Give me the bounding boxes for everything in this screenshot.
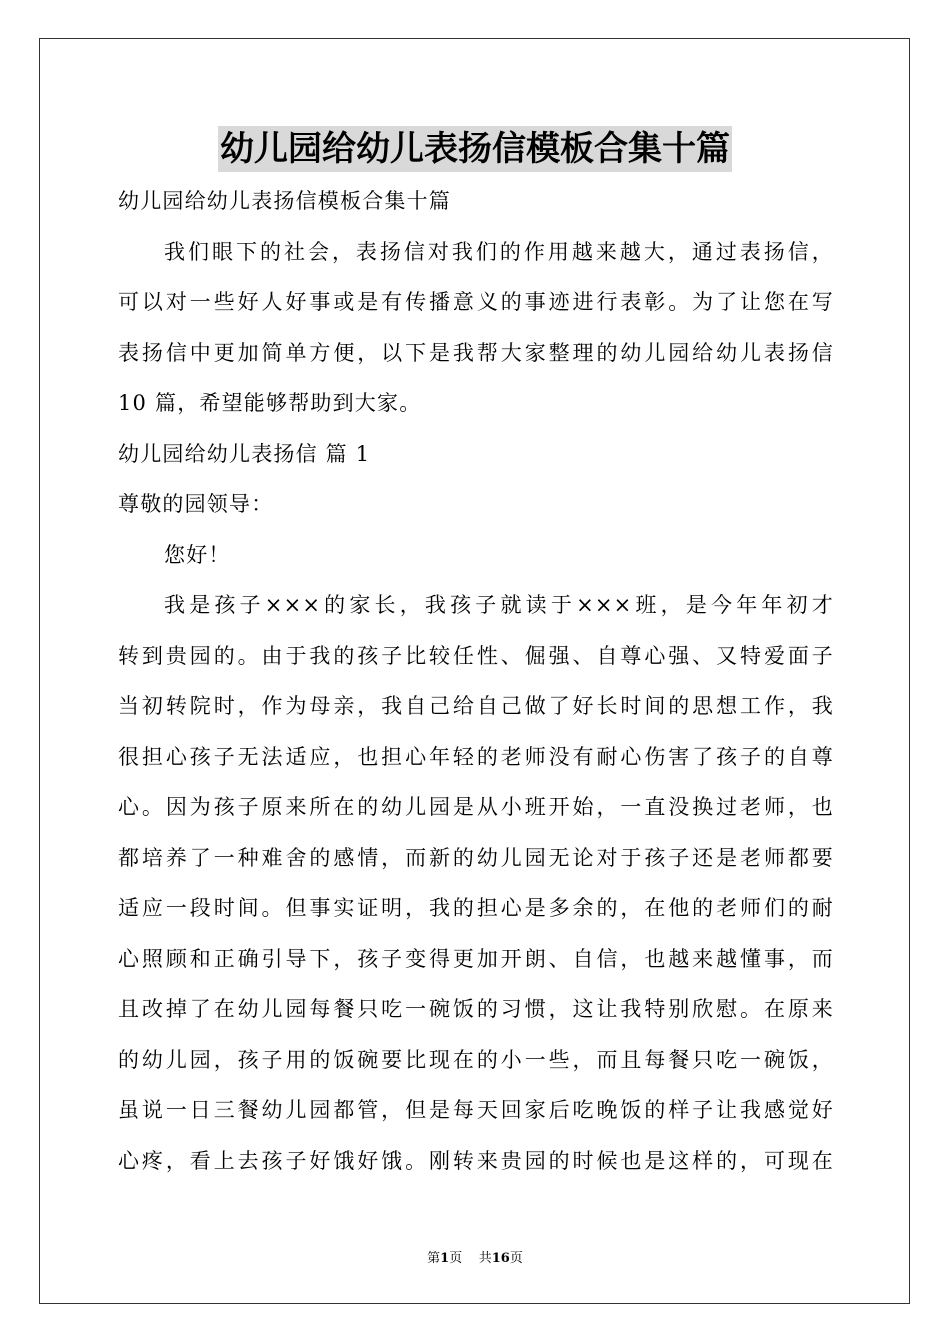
title-container <box>0 126 950 172</box>
body-line: 我们眼下的社会，表扬信对我们的作用越来越大，通过表扬信， <box>164 239 834 264</box>
body-line: 当初转院时，作为母亲，我自己给自己做了好长时间的思想工作，我 <box>118 694 834 718</box>
body-line: 可以对一些好人好事或是有传播意义的事迹进行表彰。为了让您在写 <box>118 290 834 314</box>
document-body <box>118 176 834 1186</box>
salutation-line: 尊敬的园领导： <box>118 492 274 516</box>
body-line: 虽说一日三餐幼儿园都管，但是每天回家后吃晚饭的样子让我感觉好 <box>118 1098 834 1122</box>
page-current: 1 <box>440 1251 450 1266</box>
section-heading: 幼儿园给幼儿表扬信 篇 1 <box>118 441 371 466</box>
page-footer <box>0 1247 950 1266</box>
body-line: 都培养了一种难舍的感情，而新的幼儿园无论对于孩子还是老师都要 <box>118 845 834 870</box>
document-title: 幼儿园给幼儿表扬信模板合集十篇 <box>218 126 732 172</box>
body-line: 的幼儿园，孩子用的饭碗要比现在的小一些，而且每餐只吃一碗饭， <box>118 1047 834 1072</box>
body-line: 我是孩子×××的家长，我孩子就读于×××班，是今年年初才 <box>164 593 834 617</box>
page-label-suffix: 页 <box>509 1251 523 1266</box>
page-total: 16 <box>491 1251 510 1266</box>
body-line: 心疼，看上去孩子好饿好饿。刚转来贵园的时候也是这样的，可现在 <box>118 1148 834 1173</box>
body-line: 转到贵园的。由于我的孩子比较任性、倔强、自尊心强、又特爱面子 <box>118 643 834 668</box>
body-line: 心照顾和正确引导下，孩子变得更加开朗、自信，也越来越懂事，而 <box>118 946 834 971</box>
body-line: 适应一段时间。但事实证明，我的担心是多余的，在他的老师们的耐 <box>118 896 834 920</box>
body-line: 10 篇，希望能够帮助到大家。 <box>118 391 422 415</box>
page-label-prefix: 第 <box>427 1251 441 1266</box>
body-line: 心。因为孩子原来所在的幼儿园是从小班开始，一直没换过老师，也 <box>118 795 834 819</box>
greeting-line: 您好！ <box>164 542 231 567</box>
page-label-mid: 页 共 <box>449 1251 492 1266</box>
body-line: 很担心孩子无法适应，也担心年轻的老师没有耐心伤害了孩子的自尊 <box>118 744 834 769</box>
body-line: 且改掉了在幼儿园每餐只吃一碗饭的习惯，这让我特别欣慰。在原来 <box>118 997 834 1021</box>
subtitle-line: 幼儿园给幼儿表扬信模板合集十篇 <box>118 189 451 213</box>
body-line: 表扬信中更加简单方便，以下是我帮大家整理的幼儿园给幼儿表扬信 <box>118 340 834 365</box>
